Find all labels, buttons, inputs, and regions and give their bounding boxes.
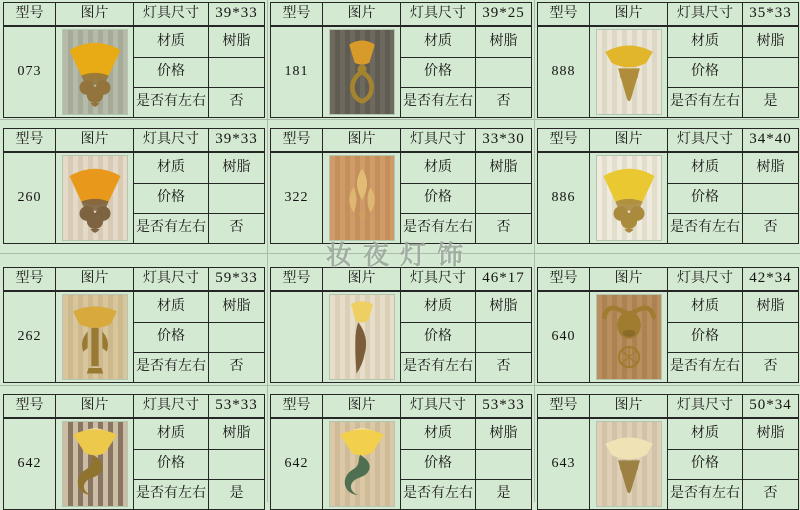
model-number: 642 (271, 418, 323, 510)
material-value: 树脂 (743, 26, 799, 57)
model-number (271, 291, 323, 383)
size-value: 46*17 (476, 268, 532, 292)
left-right-label: 是否有左右 (668, 479, 743, 509)
lamp-photo-frame (63, 156, 127, 240)
material-value: 树脂 (743, 418, 799, 449)
size-header: 灯具尺寸 (134, 129, 209, 153)
left-right-label: 是否有左右 (401, 479, 476, 509)
material-label: 材质 (668, 291, 743, 322)
model-number: 181 (271, 26, 323, 118)
material-value: 树脂 (476, 291, 532, 322)
product-card (270, 267, 532, 383)
lamp-photo-cell (323, 291, 401, 383)
product-card (3, 2, 265, 118)
left-right-value: 是 (743, 87, 799, 117)
price-value (743, 322, 799, 352)
price-label: 价格 (401, 449, 476, 479)
left-right-value: 否 (743, 352, 799, 382)
model-header: 型号 (538, 129, 590, 153)
image-header: 图片 (323, 129, 401, 153)
material-label: 材质 (401, 26, 476, 57)
size-header: 灯具尺寸 (668, 129, 743, 153)
lamp-photo-frame (330, 30, 394, 114)
watermark: 妆夜灯饰 (326, 241, 475, 270)
left-right-label: 是否有左右 (134, 479, 209, 509)
model-number: 260 (4, 152, 56, 244)
left-right-label: 是否有左右 (134, 352, 209, 382)
price-value (209, 322, 265, 352)
bowl-lamp-graphic (597, 30, 661, 114)
model-header: 型号 (538, 395, 590, 419)
left-right-value: 否 (209, 213, 265, 243)
model-header: 型号 (4, 395, 56, 419)
trumpet-lamp-graphic (63, 422, 127, 506)
price-label: 价格 (401, 57, 476, 87)
price-value (476, 322, 532, 352)
left-right-label: 是否有左右 (401, 213, 476, 243)
lamp-photo-cell (323, 418, 401, 510)
price-value (209, 57, 265, 87)
model-number: 322 (271, 152, 323, 244)
left-right-value: 是 (209, 479, 265, 509)
product-card (537, 128, 799, 244)
image-header: 图片 (56, 129, 134, 153)
price-label: 价格 (668, 57, 743, 87)
size-header: 灯具尺寸 (134, 268, 209, 292)
left-right-value: 否 (476, 87, 532, 117)
material-value: 树脂 (743, 291, 799, 322)
price-value (743, 449, 799, 479)
lamp-photo-frame (63, 30, 127, 114)
model-header: 型号 (271, 3, 323, 27)
material-value: 树脂 (743, 152, 799, 183)
model-header: 型号 (271, 395, 323, 419)
lamp-photo-frame (63, 422, 127, 506)
left-right-label: 是否有左右 (668, 213, 743, 243)
material-label: 材质 (134, 26, 209, 57)
lamp-photo-frame (63, 295, 127, 379)
lamp-photo-cell (56, 26, 134, 118)
lamp-photo-cell (590, 152, 668, 244)
handle-lamp-graphic (330, 30, 394, 114)
lamp-photo-cell (56, 152, 134, 244)
fan-lamp-graphic (63, 156, 127, 240)
price-label: 价格 (134, 449, 209, 479)
size-value: 59*33 (209, 268, 265, 292)
image-header: 图片 (323, 395, 401, 419)
price-label: 价格 (134, 322, 209, 352)
model-number: 888 (538, 26, 590, 118)
left-right-label: 是否有左右 (134, 87, 209, 117)
model-header: 型号 (4, 3, 56, 27)
image-header: 图片 (590, 395, 668, 419)
left-right-value: 否 (209, 87, 265, 117)
model-header: 型号 (538, 3, 590, 27)
product-card (270, 394, 532, 510)
size-value: 53*33 (476, 395, 532, 419)
price-label: 价格 (134, 57, 209, 87)
image-header: 图片 (590, 268, 668, 292)
material-label: 材质 (668, 26, 743, 57)
price-label: 价格 (401, 183, 476, 213)
size-value: 35*33 (743, 3, 799, 27)
size-value: 39*25 (476, 3, 532, 27)
material-label: 材质 (134, 291, 209, 322)
size-value: 39*33 (209, 3, 265, 27)
model-number: 886 (538, 152, 590, 244)
lamp-photo-frame (597, 295, 661, 379)
size-value: 42*34 (743, 268, 799, 292)
fan-lamp-graphic (597, 156, 661, 240)
price-label: 价格 (668, 183, 743, 213)
lamp-photo-cell (590, 291, 668, 383)
bowl-lamp-graphic (597, 422, 661, 506)
left-right-label: 是否有左右 (668, 87, 743, 117)
price-value (476, 449, 532, 479)
product-card (3, 128, 265, 244)
model-header: 型号 (4, 268, 56, 292)
material-value: 树脂 (476, 152, 532, 183)
lamp-photo-cell (323, 152, 401, 244)
image-header: 图片 (590, 129, 668, 153)
material-label: 材质 (134, 418, 209, 449)
image-header: 图片 (56, 3, 134, 27)
size-header: 灯具尺寸 (134, 3, 209, 27)
left-right-label: 是否有左右 (401, 352, 476, 382)
material-label: 材质 (668, 418, 743, 449)
size-value: 33*30 (476, 129, 532, 153)
size-value: 39*33 (209, 129, 265, 153)
cards-grid (3, 2, 798, 502)
image-header: 图片 (590, 3, 668, 27)
left-right-label: 是否有左右 (401, 87, 476, 117)
model-header: 型号 (538, 268, 590, 292)
model-header: 型号 (4, 129, 56, 153)
material-value: 树脂 (476, 26, 532, 57)
lamp-photo-cell (590, 418, 668, 510)
product-card (270, 2, 532, 118)
product-card (537, 267, 799, 383)
lamp-photo-frame (330, 295, 394, 379)
price-value (476, 57, 532, 87)
left-right-value: 否 (209, 352, 265, 382)
product-card (537, 2, 799, 118)
size-value: 53*33 (209, 395, 265, 419)
model-number: 262 (4, 291, 56, 383)
material-value: 树脂 (476, 418, 532, 449)
lamp-photo-cell (56, 291, 134, 383)
model-number: 642 (4, 418, 56, 510)
price-value (209, 449, 265, 479)
size-header: 灯具尺寸 (401, 268, 476, 292)
lamp-photo-frame (597, 156, 661, 240)
lamp-photo-frame (330, 422, 394, 506)
column-lamp-graphic (63, 295, 127, 379)
size-header: 灯具尺寸 (401, 129, 476, 153)
price-label: 价格 (401, 322, 476, 352)
material-value: 树脂 (209, 26, 265, 57)
model-header: 型号 (271, 129, 323, 153)
price-label: 价格 (668, 449, 743, 479)
relief-lamp-graphic (330, 156, 394, 240)
price-label: 价格 (668, 322, 743, 352)
lamp-photo-frame (330, 156, 394, 240)
image-header: 图片 (56, 268, 134, 292)
price-value (476, 183, 532, 213)
model-number: 640 (538, 291, 590, 383)
size-value: 34*40 (743, 129, 799, 153)
left-right-label: 是否有左右 (134, 213, 209, 243)
bull-lamp-graphic (597, 295, 661, 379)
model-number: 073 (4, 26, 56, 118)
price-value (743, 183, 799, 213)
left-right-value: 是 (476, 479, 532, 509)
size-header: 灯具尺寸 (668, 268, 743, 292)
left-right-value: 否 (743, 479, 799, 509)
material-label: 材质 (401, 291, 476, 322)
image-header: 图片 (323, 268, 401, 292)
material-label: 材质 (134, 152, 209, 183)
lamp-photo-cell (590, 26, 668, 118)
left-right-value: 否 (476, 213, 532, 243)
image-header: 图片 (323, 3, 401, 27)
price-label: 价格 (134, 183, 209, 213)
left-right-value: 否 (476, 352, 532, 382)
left-right-value: 否 (743, 213, 799, 243)
size-header: 灯具尺寸 (401, 395, 476, 419)
model-number: 643 (538, 418, 590, 510)
material-label: 材质 (401, 418, 476, 449)
trumpet-lamp-graphic (330, 422, 394, 506)
size-header: 灯具尺寸 (668, 395, 743, 419)
size-header: 灯具尺寸 (134, 395, 209, 419)
size-header: 灯具尺寸 (668, 3, 743, 27)
torch-lamp-graphic (330, 295, 394, 379)
lamp-photo-cell (323, 26, 401, 118)
product-card (537, 394, 799, 510)
product-card (3, 394, 265, 510)
product-card (270, 128, 532, 244)
product-card (3, 267, 265, 383)
material-value: 树脂 (209, 291, 265, 322)
model-header: 型号 (271, 268, 323, 292)
price-value (743, 57, 799, 87)
price-value (209, 183, 265, 213)
material-value: 树脂 (209, 152, 265, 183)
lamp-photo-frame (597, 30, 661, 114)
fan-lamp-graphic (63, 30, 127, 114)
image-header: 图片 (56, 395, 134, 419)
size-value: 50*34 (743, 395, 799, 419)
size-header: 灯具尺寸 (401, 3, 476, 27)
lamp-photo-frame (597, 422, 661, 506)
material-value: 树脂 (209, 418, 265, 449)
material-label: 材质 (401, 152, 476, 183)
lamp-photo-cell (56, 418, 134, 510)
material-label: 材质 (668, 152, 743, 183)
left-right-label: 是否有左右 (668, 352, 743, 382)
